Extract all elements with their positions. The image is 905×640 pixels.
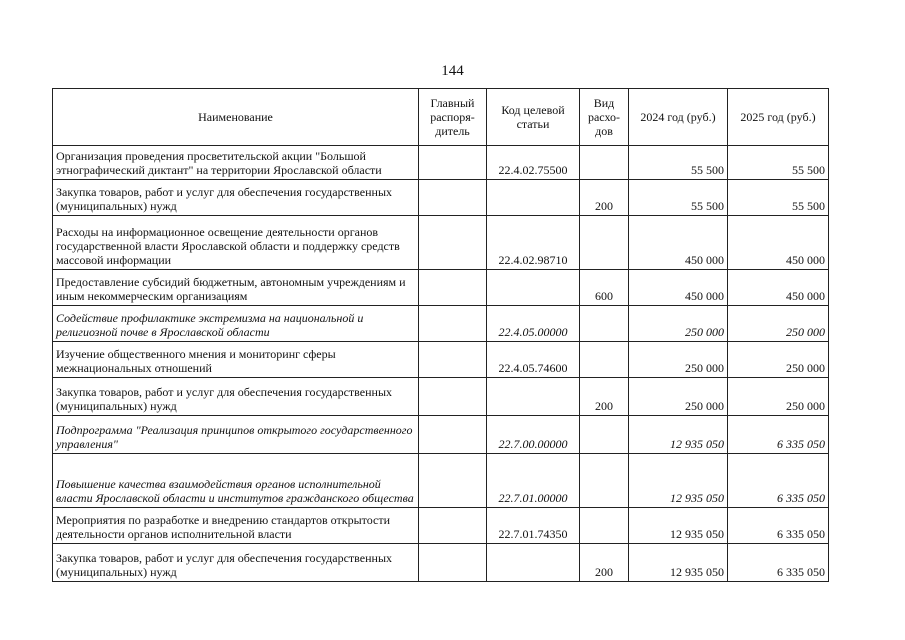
cell-name: Организация проведения просветительской акции "Большой этнографический диктант" на территории Ярославской области bbox=[53, 146, 419, 180]
cell-2025: 6 335 050 bbox=[728, 416, 829, 454]
cell-code: 22.4.02.75500 bbox=[487, 146, 580, 180]
page-number: 144 bbox=[441, 63, 464, 79]
table-row bbox=[53, 216, 829, 270]
header-type: Вид расхо-дов bbox=[580, 89, 629, 146]
cell-type bbox=[580, 508, 629, 544]
table-row bbox=[53, 378, 829, 416]
cell-manager bbox=[419, 378, 487, 416]
cell-code: 22.4.02.98710 bbox=[487, 216, 580, 270]
cell-2024: 450 000 bbox=[629, 216, 728, 270]
cell-name: Закупка товаров, работ и услуг для обеспечения государственных (муниципальных) нужд bbox=[53, 544, 419, 582]
cell-2025: 250 000 bbox=[728, 342, 829, 378]
cell-name: Подпрограмма "Реализация принципов открытого государственного управления" bbox=[53, 416, 419, 454]
cell-code: 22.7.01.74350 bbox=[487, 508, 580, 544]
cell-type bbox=[580, 216, 629, 270]
table-row bbox=[53, 180, 829, 216]
cell-2025: 55 500 bbox=[728, 146, 829, 180]
cell-manager bbox=[419, 416, 487, 454]
cell-code: 22.4.05.74600 bbox=[487, 342, 580, 378]
cell-2024: 12 935 050 bbox=[629, 454, 728, 508]
cell-code: 22.7.01.00000 bbox=[487, 454, 580, 508]
cell-2024: 250 000 bbox=[629, 342, 728, 378]
cell-name: Мероприятия по разработке и внедрению стандартов открытости деятельности органов исполнительной власти bbox=[53, 508, 419, 544]
cell-code bbox=[487, 544, 580, 582]
cell-manager bbox=[419, 454, 487, 508]
cell-type: 200 bbox=[580, 378, 629, 416]
header-name: Наименование bbox=[53, 89, 419, 146]
cell-2024: 12 935 050 bbox=[629, 508, 728, 544]
cell-2024: 55 500 bbox=[629, 180, 728, 216]
cell-manager bbox=[419, 342, 487, 378]
table-row bbox=[53, 544, 829, 582]
cell-name: Закупка товаров, работ и услуг для обеспечения государственных (муниципальных) нужд bbox=[53, 378, 419, 416]
cell-type bbox=[580, 416, 629, 454]
header-code: Код целевой статьи bbox=[487, 89, 580, 146]
table-row bbox=[53, 454, 829, 508]
cell-type bbox=[580, 146, 629, 180]
cell-2025: 6 335 050 bbox=[728, 544, 829, 582]
cell-code: 22.4.05.00000 bbox=[487, 306, 580, 342]
cell-name: Содействие профилактике экстремизма на национальной и религиозной почве в Ярославской области bbox=[53, 306, 419, 342]
cell-name: Закупка товаров, работ и услуг для обеспечения государственных (муниципальных) нужд bbox=[53, 180, 419, 216]
cell-type: 200 bbox=[580, 180, 629, 216]
cell-2024: 12 935 050 bbox=[629, 544, 728, 582]
cell-manager bbox=[419, 216, 487, 270]
cell-type bbox=[580, 306, 629, 342]
cell-2025: 450 000 bbox=[728, 270, 829, 306]
cell-manager bbox=[419, 508, 487, 544]
cell-2024: 55 500 bbox=[629, 146, 728, 180]
budget-table bbox=[52, 88, 829, 582]
table-row bbox=[53, 342, 829, 378]
cell-2025: 450 000 bbox=[728, 216, 829, 270]
cell-2025: 6 335 050 bbox=[728, 508, 829, 544]
cell-2025: 55 500 bbox=[728, 180, 829, 216]
cell-code: 22.7.00.00000 bbox=[487, 416, 580, 454]
table-row bbox=[53, 306, 829, 342]
header-manager: Главный распоря-дитель bbox=[419, 89, 487, 146]
cell-code bbox=[487, 270, 580, 306]
cell-name: Изучение общественного мнения и мониторинг сферы межнациональных отношений bbox=[53, 342, 419, 378]
cell-name: Повышение качества взаимодействия органов исполнительной власти Ярославской области и институтов гражданского общества bbox=[53, 454, 419, 508]
cell-manager bbox=[419, 270, 487, 306]
cell-manager bbox=[419, 544, 487, 582]
table-row bbox=[53, 270, 829, 306]
cell-type: 200 bbox=[580, 544, 629, 582]
cell-type bbox=[580, 342, 629, 378]
cell-name: Расходы на информационное освещение деятельности органов государственной власти Ярославской области и поддержку средств массовой информации bbox=[53, 216, 419, 270]
cell-manager bbox=[419, 306, 487, 342]
cell-type bbox=[580, 454, 629, 508]
header-row bbox=[53, 89, 829, 146]
cell-type: 600 bbox=[580, 270, 629, 306]
cell-2024: 250 000 bbox=[629, 306, 728, 342]
cell-2025: 250 000 bbox=[728, 306, 829, 342]
cell-2024: 450 000 bbox=[629, 270, 728, 306]
cell-manager bbox=[419, 180, 487, 216]
table-row bbox=[53, 146, 829, 180]
header-2025: 2025 год (руб.) bbox=[728, 89, 829, 146]
header-2024: 2024 год (руб.) bbox=[629, 89, 728, 146]
cell-2025: 6 335 050 bbox=[728, 454, 829, 508]
cell-2024: 250 000 bbox=[629, 378, 728, 416]
table-row bbox=[53, 508, 829, 544]
cell-2025: 250 000 bbox=[728, 378, 829, 416]
cell-name: Предоставление субсидий бюджетным, автономным учреждениям и иным некоммерческим организациям bbox=[53, 270, 419, 306]
cell-2024: 12 935 050 bbox=[629, 416, 728, 454]
cell-manager bbox=[419, 146, 487, 180]
cell-code bbox=[487, 180, 580, 216]
cell-code bbox=[487, 378, 580, 416]
table-row bbox=[53, 416, 829, 454]
